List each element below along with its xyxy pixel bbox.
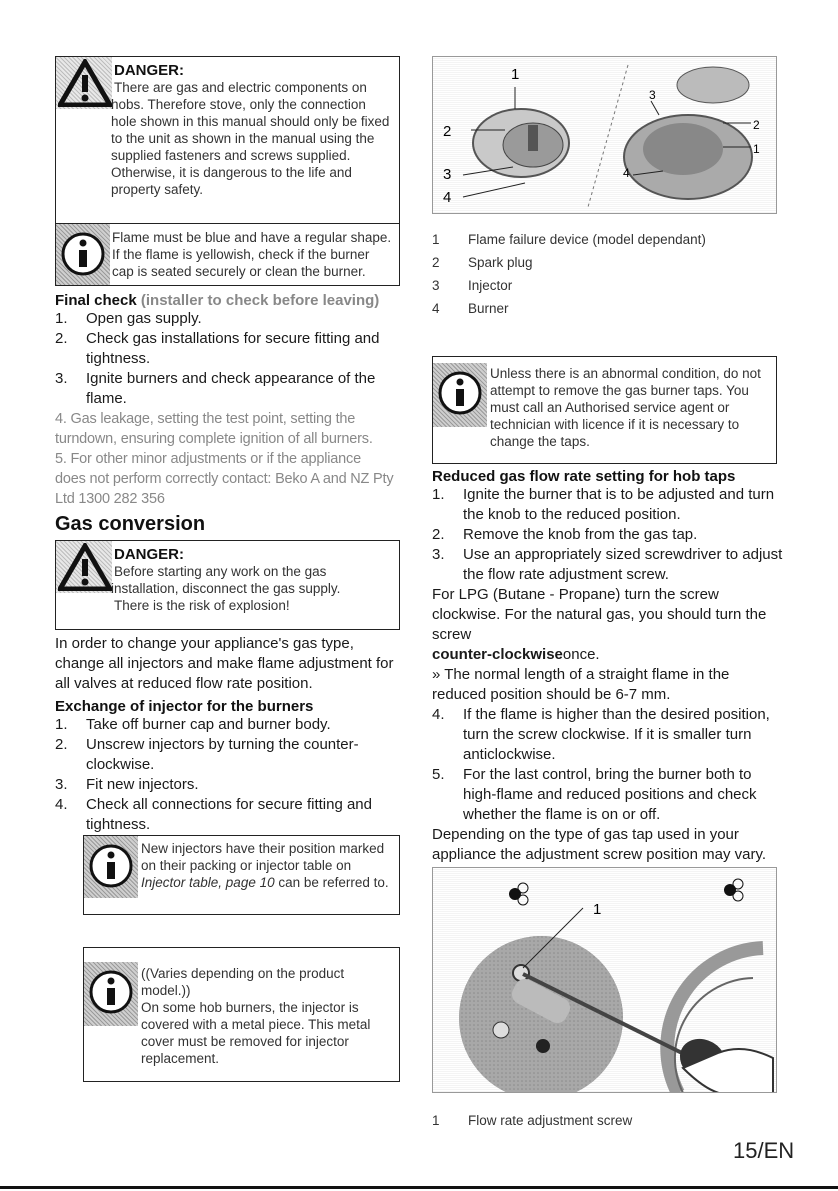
danger-line: There are gas and electric components on <box>114 80 367 95</box>
legend-row: 3 Injector <box>432 278 513 293</box>
callout-label: 2 <box>753 118 760 132</box>
callout-label: 4 <box>443 189 452 206</box>
info-box <box>432 356 777 464</box>
adjustment-screw-drawing <box>433 868 777 1093</box>
info-icon <box>84 836 138 898</box>
info-line: on their packing or injector table on <box>141 858 352 873</box>
list-item: 1. Open gas supply. <box>55 310 202 327</box>
info-line: must call an Authorised service agent or <box>490 400 730 415</box>
danger-title: DANGER: <box>114 62 184 79</box>
list-item: 1. Ignite the burner that is to be adjusted and turn the knob to the reduced position. <box>432 486 775 523</box>
info-line: change the taps. <box>490 434 590 449</box>
heading-suffix: (installer to check before leaving) <box>140 292 380 309</box>
info-box <box>55 224 400 286</box>
info-line: Injector table, page 10 can be referred to. <box>141 875 389 890</box>
callout-label: 3 <box>443 166 452 183</box>
danger-box <box>55 540 400 630</box>
final-check-list <box>55 309 400 409</box>
ccw-text: counter-clockwiseonce. <box>432 646 600 663</box>
info-line: model.)) <box>141 983 191 998</box>
legend-row: 2 Spark plug <box>432 255 533 270</box>
info-line: Flame must be blue and have a regular shape. <box>112 230 392 245</box>
list-item: 3. Ignite burners and check appearance of the flame. <box>55 370 376 407</box>
info-line: cover must be removed for injector <box>141 1034 349 1049</box>
danger-line: supplied fasteners and screws supplied. <box>111 148 351 163</box>
info-line: attempt to remove the gas burner taps. You <box>490 383 749 398</box>
info-line: replacement. <box>141 1051 220 1066</box>
list-item: 2. Unscrew injectors by turning the counter-clockwise. <box>55 736 359 773</box>
callout-label: 3 <box>649 88 656 102</box>
screw-legend <box>432 1109 784 1132</box>
section-heading <box>55 292 400 309</box>
danger-line: Otherwise, it is dangerous to the life and <box>111 165 352 180</box>
danger-line: to the unit as shown in the manual using the <box>111 131 375 146</box>
final-check-extra: 4. Gas leakage, setting the test point, setting the turndown, ensuring complete ignition of all burners. 5. For other minor adjustments or if the appliance does not perform correctly contact: Beko A and NZ Pty Ltd 1300 282 356 <box>55 411 394 507</box>
info-box <box>83 835 400 915</box>
info-line: covered with a metal piece. This metal <box>141 1017 371 1032</box>
burner-parts-figure <box>432 56 777 214</box>
legend-row: 1 Flame failure device (model dependant) <box>432 232 706 247</box>
danger-line: hole shown in this manual should only be fixed <box>111 114 390 129</box>
reduced-list-1 <box>432 485 784 585</box>
adjustment-screw-figure <box>432 867 777 1093</box>
danger-title: DANGER: <box>114 546 184 563</box>
warning-triangle-icon <box>56 57 112 109</box>
danger-line: There is the risk of explosion! <box>114 598 290 613</box>
list-item: 2. Check gas installations for secure fitting and tightness. <box>55 330 380 367</box>
parts-legend <box>432 228 784 320</box>
list-item: 2. Remove the knob from the gas tap. <box>432 526 698 543</box>
info-line: ((Varies depending on the product <box>141 966 345 981</box>
heading-text: Final check <box>55 292 137 309</box>
legend-row: 4 Burner <box>432 301 509 316</box>
info-line: technician with licence if it is necessary to <box>490 417 740 432</box>
info-line: cap is seated securely or clean the burner. <box>112 264 366 279</box>
info-box <box>83 947 400 1082</box>
depending-text: Depending on the type of gas tap used in your appliance the adjustment screw position may vary. <box>432 826 767 863</box>
list-item: 4. Check all connections for secure fitting and tightness. <box>55 796 372 833</box>
list-item: 5. For the last control, bring the burner both to high-flame and reduced positions and check whether the flame is on or off. <box>432 766 757 823</box>
info-icon <box>56 224 110 285</box>
danger-line: installation, disconnect the gas supply. <box>111 581 341 596</box>
info-icon <box>84 962 138 1026</box>
lpg-text: For LPG (Butane - Propane) turn the screw clockwise. For the natural gas, you should turn the screw <box>432 586 767 643</box>
page-number: 15/EN <box>733 1138 795 1163</box>
exchange-heading: Exchange of injector for the burners <box>55 698 314 715</box>
callout-label: 1 <box>593 901 602 918</box>
callout-label: 1 <box>511 66 520 83</box>
danger-line: hobs. Therefore stove, only the connection <box>111 97 366 112</box>
danger-line: Before starting any work on the gas <box>114 564 327 579</box>
info-icon <box>433 363 487 427</box>
info-line: On some hob burners, the injector is <box>141 1000 359 1015</box>
info-line: Unless there is an abnormal condition, do not <box>490 366 761 381</box>
right-column <box>432 56 784 1132</box>
final-check-section <box>55 292 400 509</box>
callout-label: 4 <box>623 166 630 180</box>
list-item: 1. Take off burner cap and burner body. <box>55 716 331 733</box>
danger-line: property safety. <box>111 182 204 197</box>
callout-label: 2 <box>443 123 452 140</box>
reduced-list-2 <box>432 705 784 825</box>
injector-table-link[interactable]: Injector table, page 10 <box>141 875 275 890</box>
normal-length-text: » The normal length of a straight flame in the reduced position should be 6-7 mm. <box>432 666 730 703</box>
info-line: New injectors have their position marked <box>141 841 385 856</box>
warning-triangle-icon <box>56 541 112 593</box>
list-item: 3. Fit new injectors. <box>55 776 199 793</box>
exchange-list <box>55 715 400 835</box>
conversion-text: In order to change your appliance's gas type, change all injectors and make flame adjustment for all valves at reduced flow rate position. <box>55 635 394 692</box>
reduced-heading: Reduced gas flow rate setting for hob taps <box>432 468 736 485</box>
bottom-rule <box>0 1186 838 1189</box>
legend-row: 1 Flow rate adjustment screw <box>432 1113 633 1128</box>
burner-parts-drawing <box>433 57 777 214</box>
info-line: If the flame is yellowish, check if the burner <box>112 247 370 262</box>
list-item: 4. If the flame is higher than the desired position, turn the screw clockwise. If it is smaller turn anticlockwise. <box>432 706 770 763</box>
list-item: 3. Use an appropriately sized screwdriver to adjust the flow rate adjustment screw. <box>432 546 783 583</box>
danger-box <box>55 56 400 224</box>
gas-conversion-heading: Gas conversion <box>55 513 206 535</box>
left-column <box>55 56 400 1082</box>
callout-label: 1 <box>753 142 760 156</box>
